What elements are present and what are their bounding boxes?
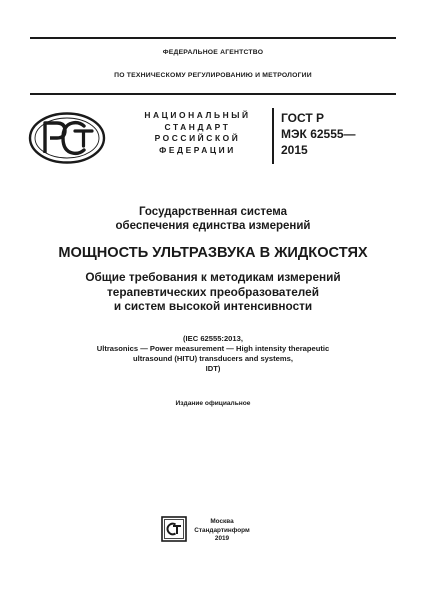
national-standard-label xyxy=(130,110,265,156)
edition-label: Издание официальное xyxy=(175,400,251,407)
subtitle-line1: Общие требования к методикам измерений xyxy=(85,270,341,284)
publisher-logo-graphic xyxy=(161,516,187,542)
iec-reference-line4: IDT) xyxy=(205,364,221,373)
standartinform-logo-icon xyxy=(161,516,187,542)
publisher-year: 2019 xyxy=(214,535,230,543)
iec-reference-line3: ultrasound (HITU) transducers and systems, xyxy=(133,354,293,363)
designation-line2: МЭК 62555— xyxy=(281,127,356,141)
system-title-line2: обеспечения единства измерений xyxy=(115,220,311,232)
national-standard-line1: НАЦИОНАЛЬНЫЙ xyxy=(144,110,251,120)
measurement-system-title xyxy=(30,205,396,233)
standard-designation xyxy=(281,110,401,158)
publisher-info xyxy=(192,518,252,544)
gost-r-emblem-icon xyxy=(28,112,106,164)
subtitle xyxy=(30,270,396,314)
iec-reference-line2: Ultrasonics — Power measurement — High intensity therapeutic xyxy=(96,344,330,353)
subtitle-line3: и систем высокой интенсивности xyxy=(113,299,313,314)
header-rule xyxy=(30,93,396,95)
emblem-graphic xyxy=(28,112,106,164)
iec-reference xyxy=(30,334,396,374)
agency-name-line2: ПО ТЕХНИЧЕСКОМУ РЕГУЛИРОВАНИЮ И МЕТРОЛОГИИ xyxy=(114,72,312,79)
designation-line1: ГОСТ Р xyxy=(281,111,325,125)
national-standard-line4: ФЕДЕРАЦИИ xyxy=(159,144,236,155)
publisher-city: Москва xyxy=(210,518,234,525)
agency-name-line1: ФЕДЕРАЛЬНОЕ АГЕНТСТВО xyxy=(162,49,264,56)
system-title-line1: Государственная система xyxy=(138,206,288,218)
iec-reference-line1: (IEC 62555:2013, xyxy=(183,334,243,343)
publisher-name: Стандартинформ xyxy=(194,526,250,534)
national-standard-line2: СТАНДАРТ xyxy=(164,121,231,132)
designation-line3: 2015 xyxy=(281,143,308,157)
main-title: МОЩНОСТЬ УЛЬТРАЗВУКА В ЖИДКОСТЯХ xyxy=(58,245,368,261)
header-vertical-divider xyxy=(272,108,274,164)
top-rule xyxy=(30,37,396,39)
national-standard-line3: РОССИЙСКОЙ xyxy=(154,133,241,143)
subtitle-line2: терапевтических преобразователей xyxy=(107,284,319,299)
